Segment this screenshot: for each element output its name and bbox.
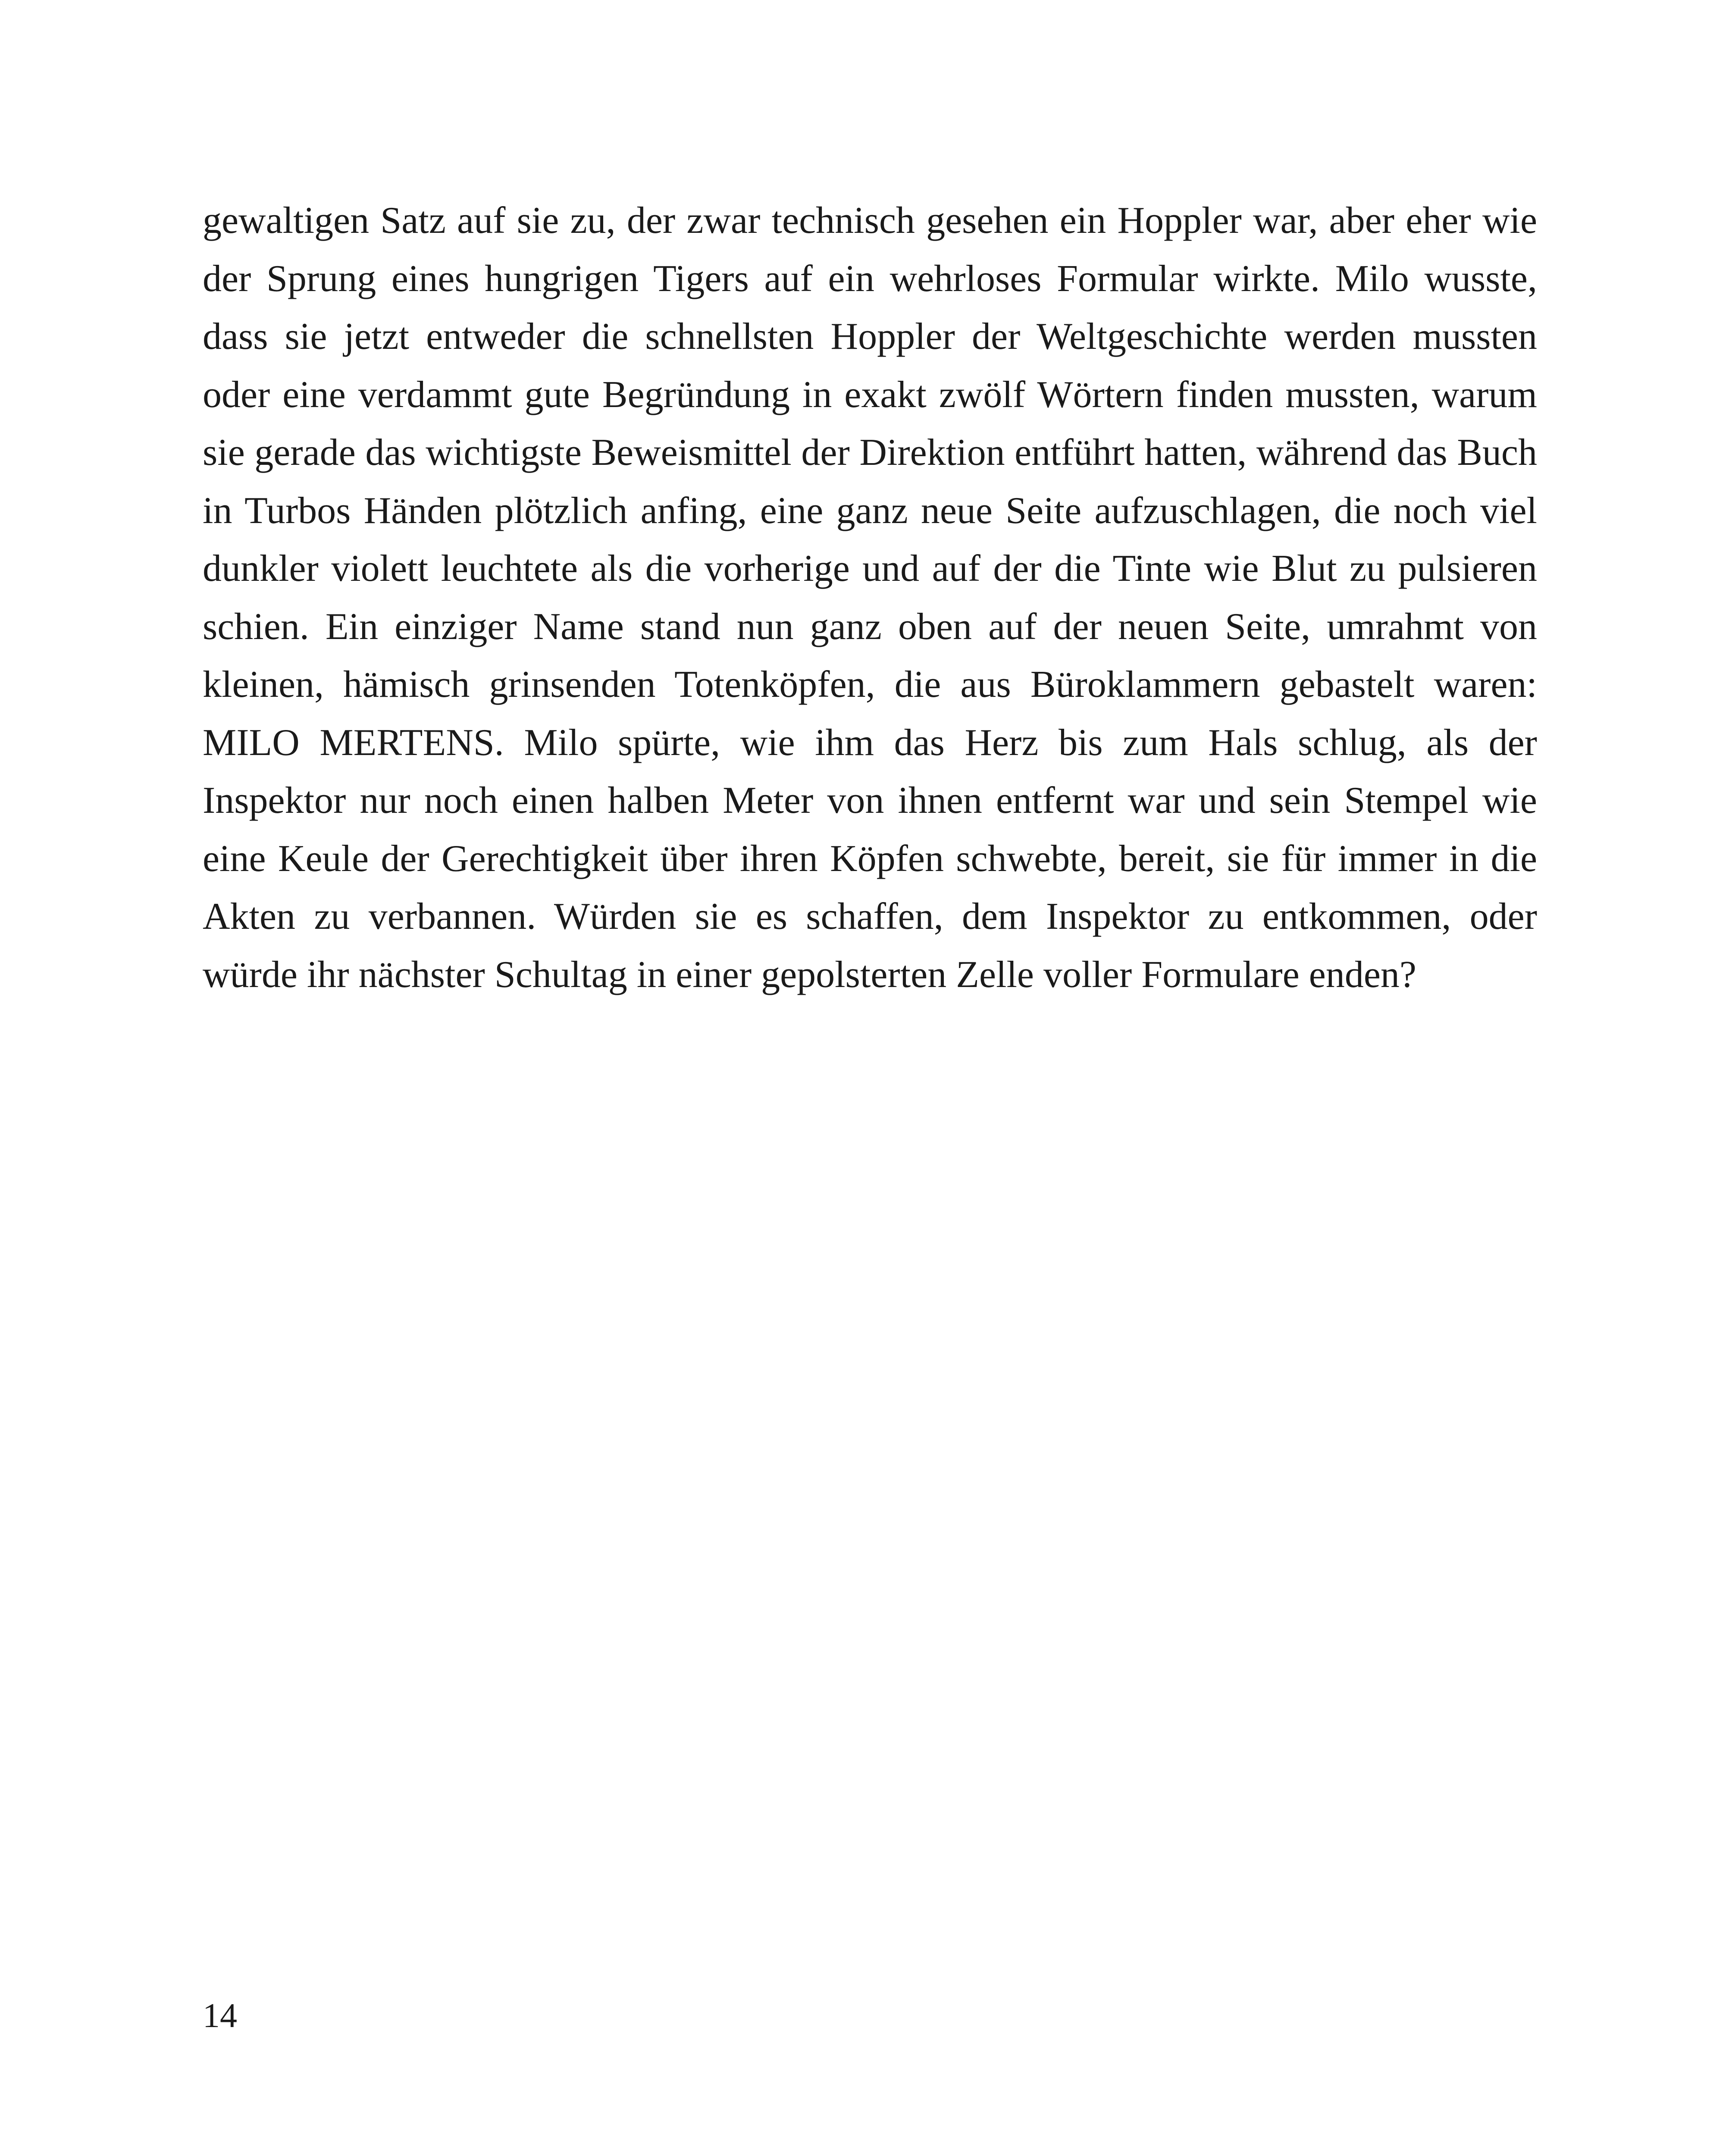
page-number: 14 (203, 1997, 237, 2035)
body-paragraph: gewaltigen Satz auf sie zu, der zwar technisch gesehen ein Hoppler war, aber eher wie der Sprung eines hungrigen Tigers auf ein wehrloses Formular wirkte. Milo wusste, dass sie jetzt entweder die schnellsten Hoppler der Weltgeschichte werden mussten oder eine verdammt gute Begründung in exakt zwölf Wörtern finden mussten, warum sie gerade das wichtigste Beweismittel der Direktion entführt hatten, während das Buch in Turbos Händen plötzlich anfing, eine ganz neue Seite aufzuschlagen, die noch viel dunkler violett leuchtete als die vorherige und auf der die Tinte wie Blut zu pulsieren schien. Ein einziger Name stand nun ganz oben auf der neuen Seite, umrahmt von kleinen, hämisch grinsenden Totenköpfen, die aus Büroklammern gebastelt waren: MILO MERTENS. Milo spürte, wie ihm das Herz bis zum Hals schlug, als der Inspektor nur noch einen halben Meter von ihnen entfernt war und sein Stempel wie eine Keule der Gerechtigkeit über ihren Köpfen schwebte, bereit, sie für immer in die Akten zu verbannen. Würden sie es schaffen, dem Inspektor zu entkommen, oder würde ihr nächster Schultag in einer gepolsterten Zelle voller Formulare enden? (203, 200, 1537, 996)
